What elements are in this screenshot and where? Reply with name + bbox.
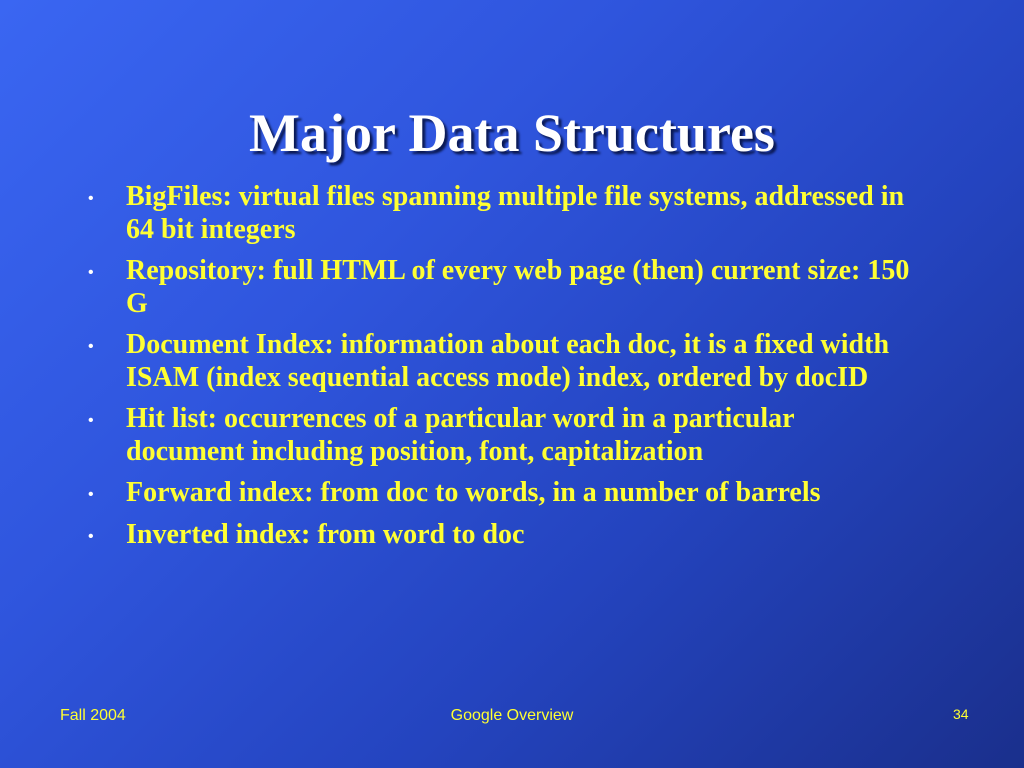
footer-date: Fall 2004 [60,707,126,724]
bullet-text: BigFiles: virtual files spanning multiple file systems, addressed in 64 bit integers [126,181,905,245]
slide-number: 34 [953,706,969,722]
bullet-marker: • [88,486,94,503]
bullet-item [84,181,914,246]
slide-title: Major Data Structures [249,103,775,163]
bullet-item [84,477,914,510]
bullet-item [84,519,914,552]
bullet-marker: • [88,190,94,207]
bullet-marker: • [88,527,94,545]
bullet-list [84,181,914,560]
bullet-marker: • [88,412,94,429]
bullet-text: Inverted index: from word to doc [126,518,525,550]
bullet-item [84,255,914,320]
bullet-text: Document Index: information about each doc, it is a fixed width ISAM (index sequential access mode) index, ordered by docID [126,329,890,393]
bullet-text: Forward index: from doc to words, in a number of barrels [126,477,821,508]
bullet-text: Hit list: occurrences of a particular word in a particular document including position, font, capitalization [126,403,795,467]
bullet-item [84,403,914,468]
bullet-marker: • [88,338,94,355]
bullet-text: Repository: full HTML of every web page (then) current size: 150 G [126,255,910,319]
bullet-marker: • [88,264,94,281]
footer-title: Google Overview [450,707,574,724]
bullet-item [84,329,914,394]
